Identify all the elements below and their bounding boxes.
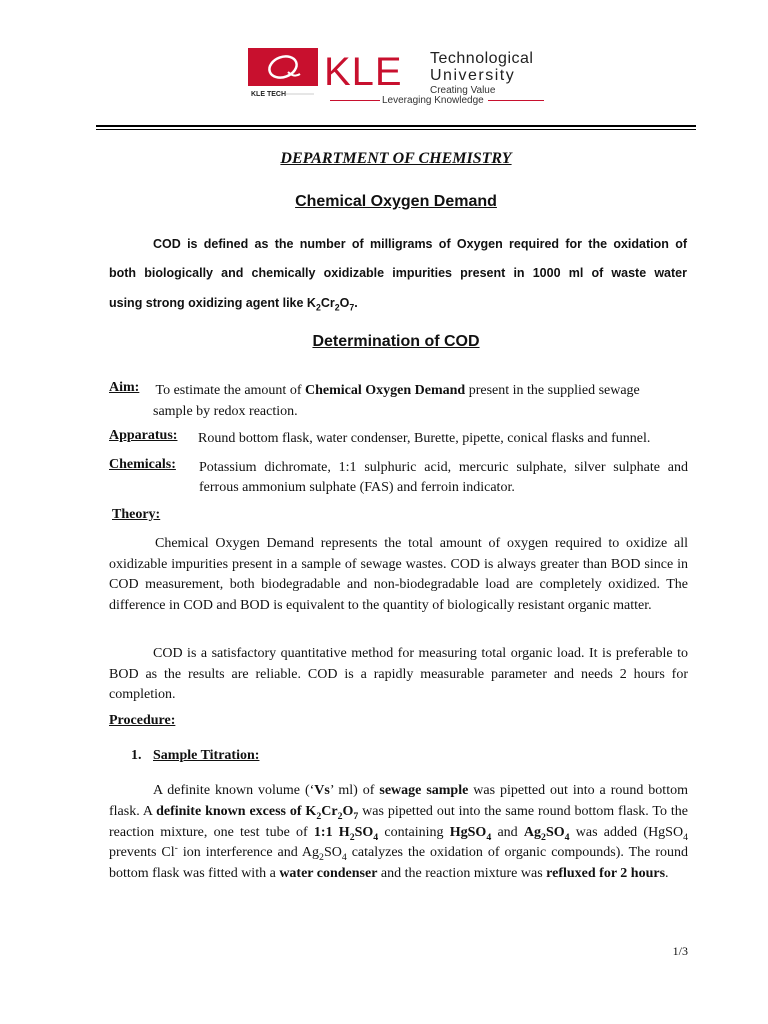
logo-name: KLE [324,50,403,94]
section-title: Determination of COD [312,333,480,350]
logo-line-2: University [430,67,516,84]
step-number: 1. [131,748,142,763]
page-title: Chemical Oxygen Demand [295,193,497,210]
theory-label: Theory: [112,507,161,522]
step-paragraph: A definite known volume (‘Vs’ ml) of sewage sample was pipetted out into a round bottom flask. A definite known excess of $K_2Cr_2O_7$ was pipetted out into the same round bottom flask. To the reaction mixture, one test tube of 1:1 $H_2SO_4$ containing HgSO$_4$ and $Ag_2SO_4$ was added (HgSO$_4$ prevents Cl- ion interference and $Ag_2SO_4$ catalyzes the oxidation of organic compounds). The round bottom flask was fitted with a water condenser and the reaction mixture was refluxed for 2 hours. [109,783,689,882]
page-number: 1/3 [672,944,688,958]
apparatus-label: Apparatus: [109,428,178,443]
step-title: Sample Titration: [153,748,260,763]
intro-line-3: using strong oxidizing agent like $K_2Cr_2O_7$. [109,296,358,313]
tagline-divider-left [330,100,380,101]
header-rule [96,125,696,127]
theory-paragraph-1: Chemical Oxygen Demand represents the total amount of oxygen required to oxidize all oxidizable impurities present in a sample of sewage wastes. COD is always greater than BOD since in COD measurement, both biodegradable and non-biodegradable load are completely oxidized. The difference in COD and BOD is equivalent to the quantity of biologically resistant organic matter. [109,536,688,613]
aim-text: To estimate the amount of Chemical Oxygen Demand present in the supplied sewage [155,383,640,398]
apparatus-text: Round bottom flask, water condenser, Burette, pipette, conical flasks and funnel. [198,431,651,446]
department-title: DEPARTMENT OF CHEMISTRY [280,150,512,167]
header-rule-thin [96,129,696,130]
emblem-text: KLE TECH [251,91,286,98]
kle-emblem-icon [248,48,318,100]
aim-text-line-2: sample by redox reaction. [153,404,298,419]
tagline-creating: Creating Value [430,85,496,96]
procedure-label: Procedure: [109,713,176,728]
tagline-divider-right [488,100,544,101]
intro-line-2: both biologically and chemically oxidizable impurities present in 1000 ml of waste water [109,266,687,280]
chemicals-text-line-1: Potassium dichromate, 1:1 sulphuric acid, mercuric sulphate, silver sulphate and [199,460,688,475]
logo-line-1: Technological [430,50,534,67]
university-logo [248,48,558,108]
chemicals-text-line-2: ferrous ammonium sulphate (FAS) and ferroin indicator. [199,480,515,495]
theory-paragraph-2: COD is a satisfactory quantitative method for measuring total organic load. It is preferable to BOD as the results are reliable. COD is a rapidly measurable parameter and needs 2 hours for completion. [109,646,688,703]
intro-line-1: COD is defined as the number of milligrams of Oxygen required for the oxidation of [153,237,687,251]
chemicals-label: Chemicals: [109,457,176,472]
tagline-leveraging: Leveraging Knowledge [382,95,484,106]
aim-label: Aim: [109,380,140,395]
